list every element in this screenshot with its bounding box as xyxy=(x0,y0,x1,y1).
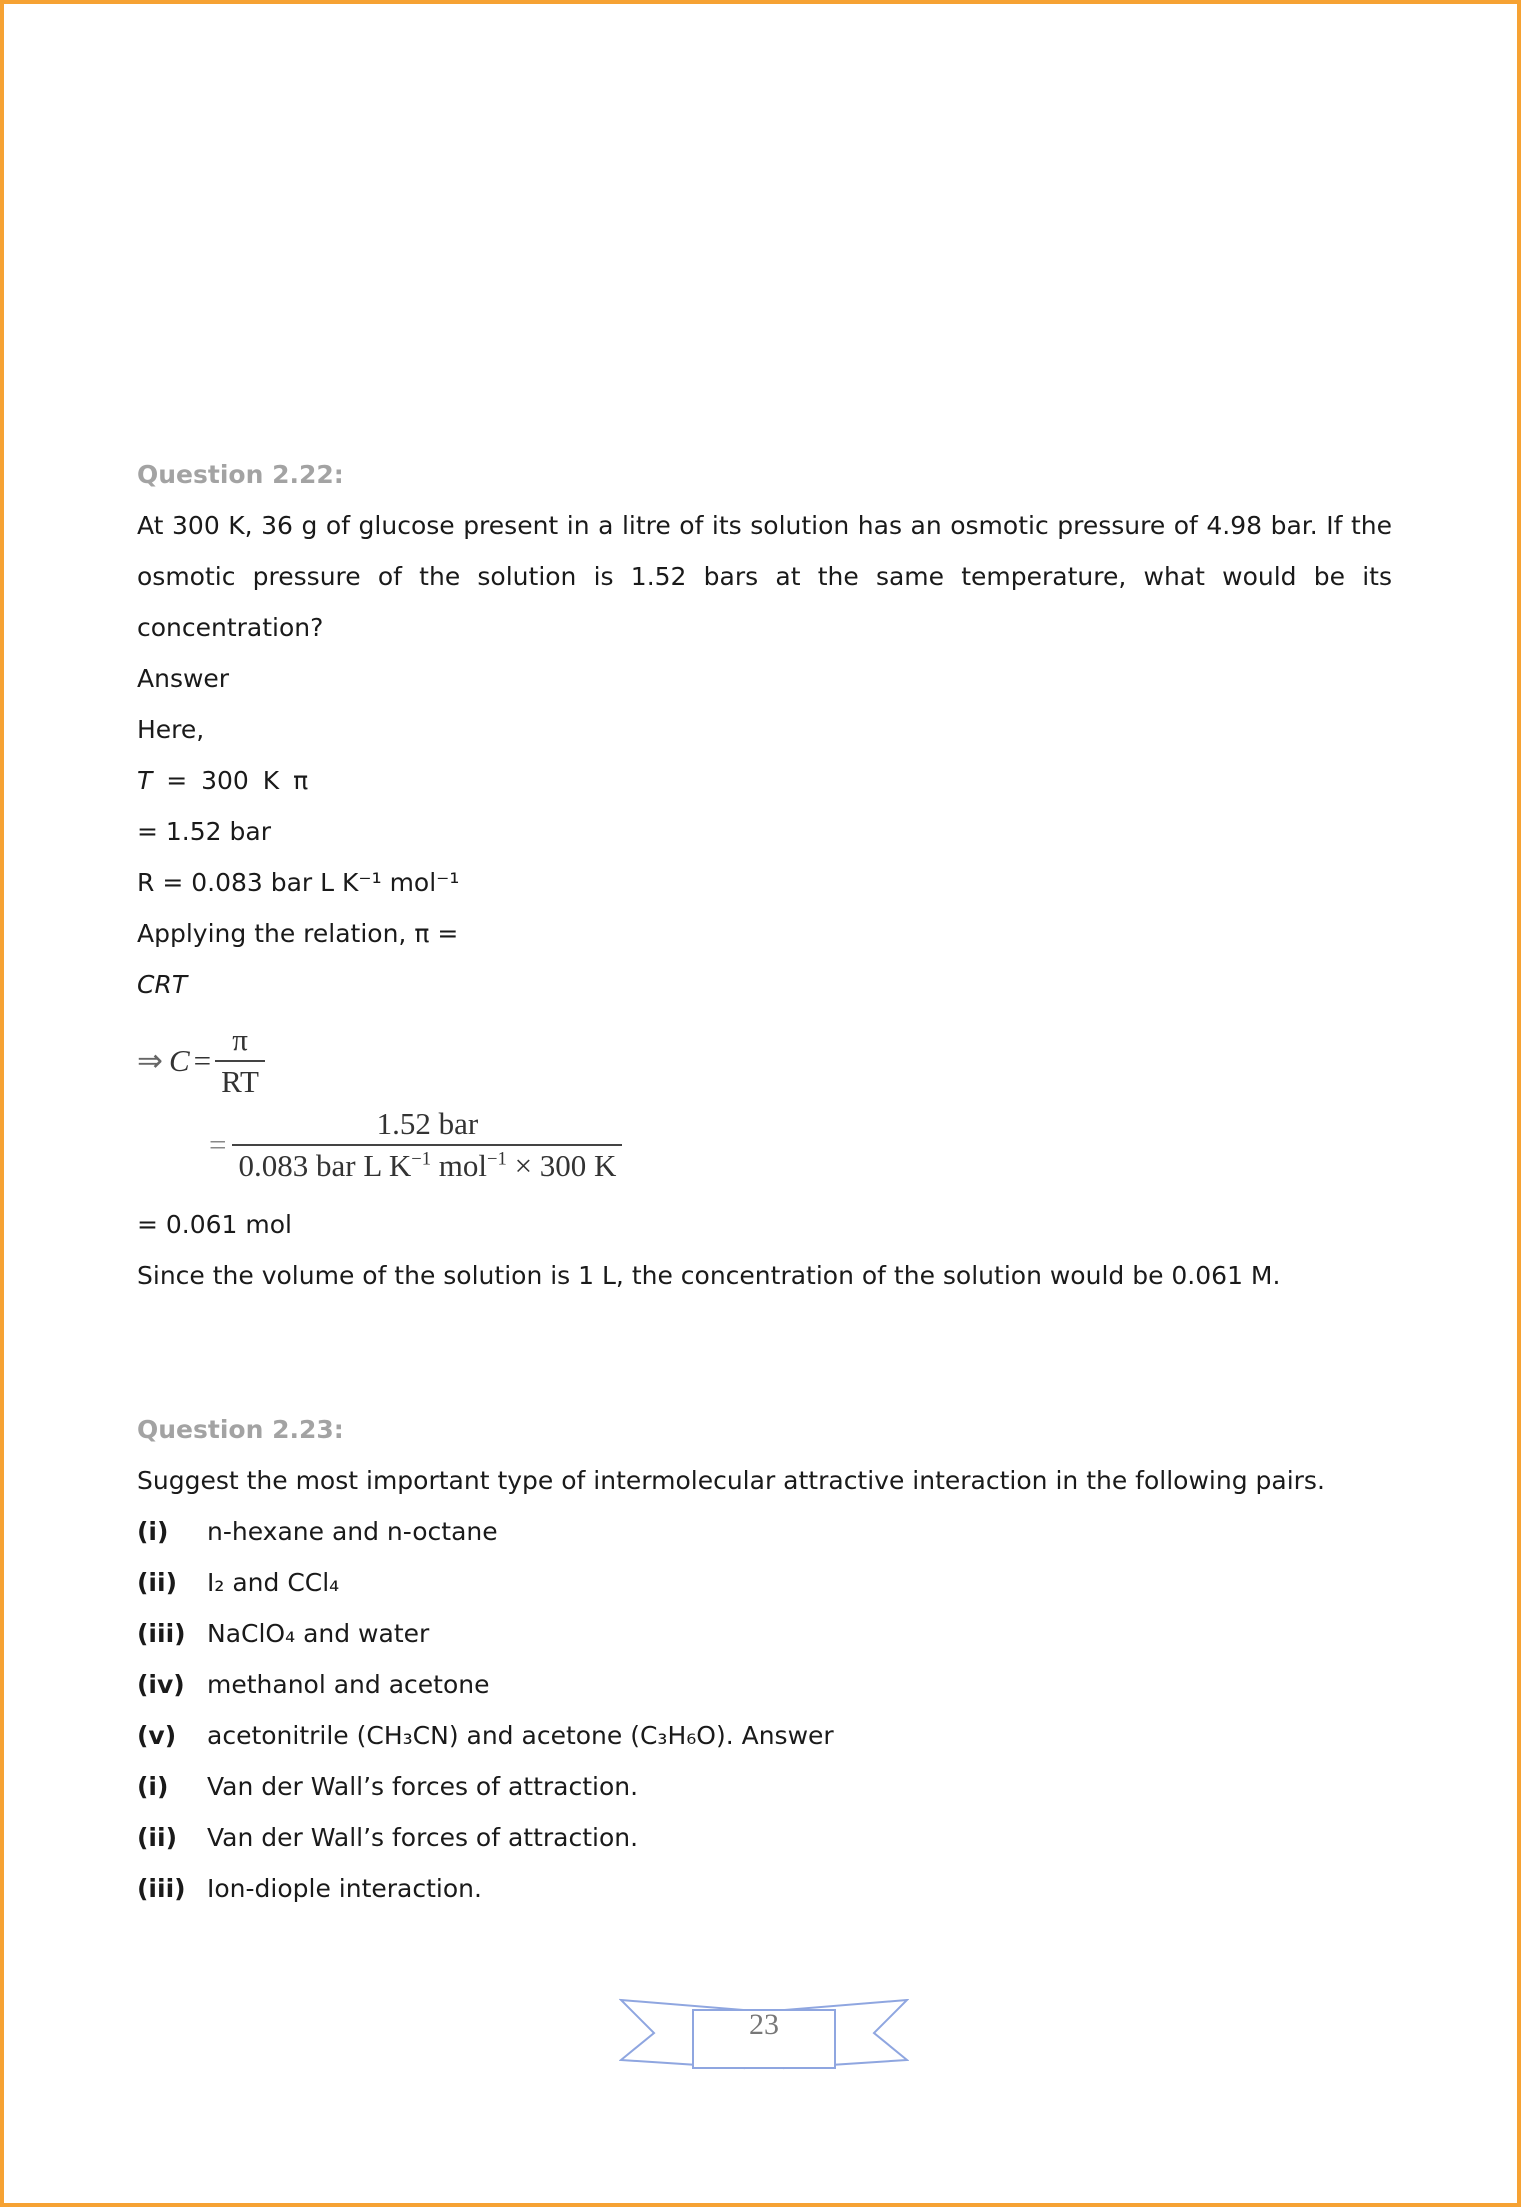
formula-c: C xyxy=(168,1043,190,1078)
denominator: RT xyxy=(215,1060,265,1100)
item-number: (iii) xyxy=(137,1619,186,1648)
item-number: (ii) xyxy=(137,1823,177,1852)
list-item xyxy=(137,1557,1392,1608)
question-text: Suggest the most important type of intermolecular attractive interaction in the following pairs. xyxy=(137,1466,1325,1495)
answer-label: Answer xyxy=(137,664,230,693)
formula-eq: = xyxy=(193,1043,212,1078)
item-text: methanol and acetone xyxy=(207,1670,490,1699)
conclusion-text: Since the volume of the solution is 1 L, the concentration of the solution would be 0.061 M. xyxy=(137,1261,1281,1290)
item-text: Van der Wall’s forces of attraction. xyxy=(207,1823,639,1852)
t-value: = 300 K π xyxy=(152,766,309,795)
fraction-pi-rt xyxy=(215,1022,265,1100)
list-item xyxy=(137,1710,1392,1761)
item-text: acetonitrile (CH₃CN) and acetone (C₃H₆O). Answer xyxy=(207,1721,834,1750)
answer-item xyxy=(137,1812,1392,1863)
question-text: At 300 K, 36 g of glucose present in a litre of its solution has an osmotic pressure of 4.98 bar. If the osmotic pressure of the solution is 1.52 bars at the same temperature, what would be its concentration? xyxy=(137,511,1392,642)
formula-line-2 xyxy=(209,1106,622,1184)
item-text: Ion-diople interaction. xyxy=(207,1874,482,1903)
question-2-22 xyxy=(137,449,1392,1010)
denominator xyxy=(232,1144,622,1184)
answer-item xyxy=(137,1761,1392,1812)
item-number: (i) xyxy=(137,1517,169,1546)
den-part: 0.083 bar L K xyxy=(238,1148,412,1183)
result-line: = 0.061 mol xyxy=(137,1210,293,1239)
den-part: mol xyxy=(431,1148,488,1183)
item-number: (iii) xyxy=(137,1874,186,1903)
formula-line-1 xyxy=(137,1022,622,1100)
crt-text: CRT xyxy=(137,970,188,999)
list-item xyxy=(137,1506,1392,1557)
applying-relation: Applying the relation, π = xyxy=(137,919,459,948)
numerator: 1.52 bar xyxy=(376,1106,479,1141)
list-item xyxy=(137,1608,1392,1659)
temperature-line xyxy=(137,755,1392,806)
item-text: n-hexane and n-octane xyxy=(207,1517,498,1546)
page-number-ribbon xyxy=(619,1988,909,2078)
item-number: (i) xyxy=(137,1772,169,1801)
item-number: (iv) xyxy=(137,1670,185,1699)
page-number: 23 xyxy=(749,2008,779,2041)
formula-eq: = xyxy=(209,1127,227,1162)
den-part: × 300 K xyxy=(506,1148,617,1183)
list-item xyxy=(137,1659,1392,1710)
den-sup: −1 xyxy=(487,1148,507,1170)
den-sup: −1 xyxy=(411,1148,432,1170)
question-heading: Question 2.23: xyxy=(137,1415,344,1444)
item-number: (ii) xyxy=(137,1568,177,1597)
answer-item xyxy=(137,1863,1392,1914)
item-text: NaClO₄ and water xyxy=(207,1619,430,1648)
question-2-23 xyxy=(137,1404,1392,1914)
pressure-line: = 1.52 bar xyxy=(137,817,271,846)
answer-result xyxy=(137,1199,1392,1301)
numerator: π xyxy=(232,1022,248,1057)
gas-constant-line: R = 0.083 bar L K⁻¹ mol⁻¹ xyxy=(137,868,460,897)
item-number: (v) xyxy=(137,1721,177,1750)
item-text: Van der Wall’s forces of attraction. xyxy=(207,1772,639,1801)
item-text: I₂ and CCl₄ xyxy=(207,1568,340,1597)
t-var: T xyxy=(137,766,153,795)
question-heading: Question 2.22: xyxy=(137,460,344,489)
concentration-formula xyxy=(137,1022,622,1184)
fraction-values xyxy=(232,1106,622,1184)
here-text: Here, xyxy=(137,715,205,744)
implies-arrow: ⇒ xyxy=(137,1043,163,1078)
